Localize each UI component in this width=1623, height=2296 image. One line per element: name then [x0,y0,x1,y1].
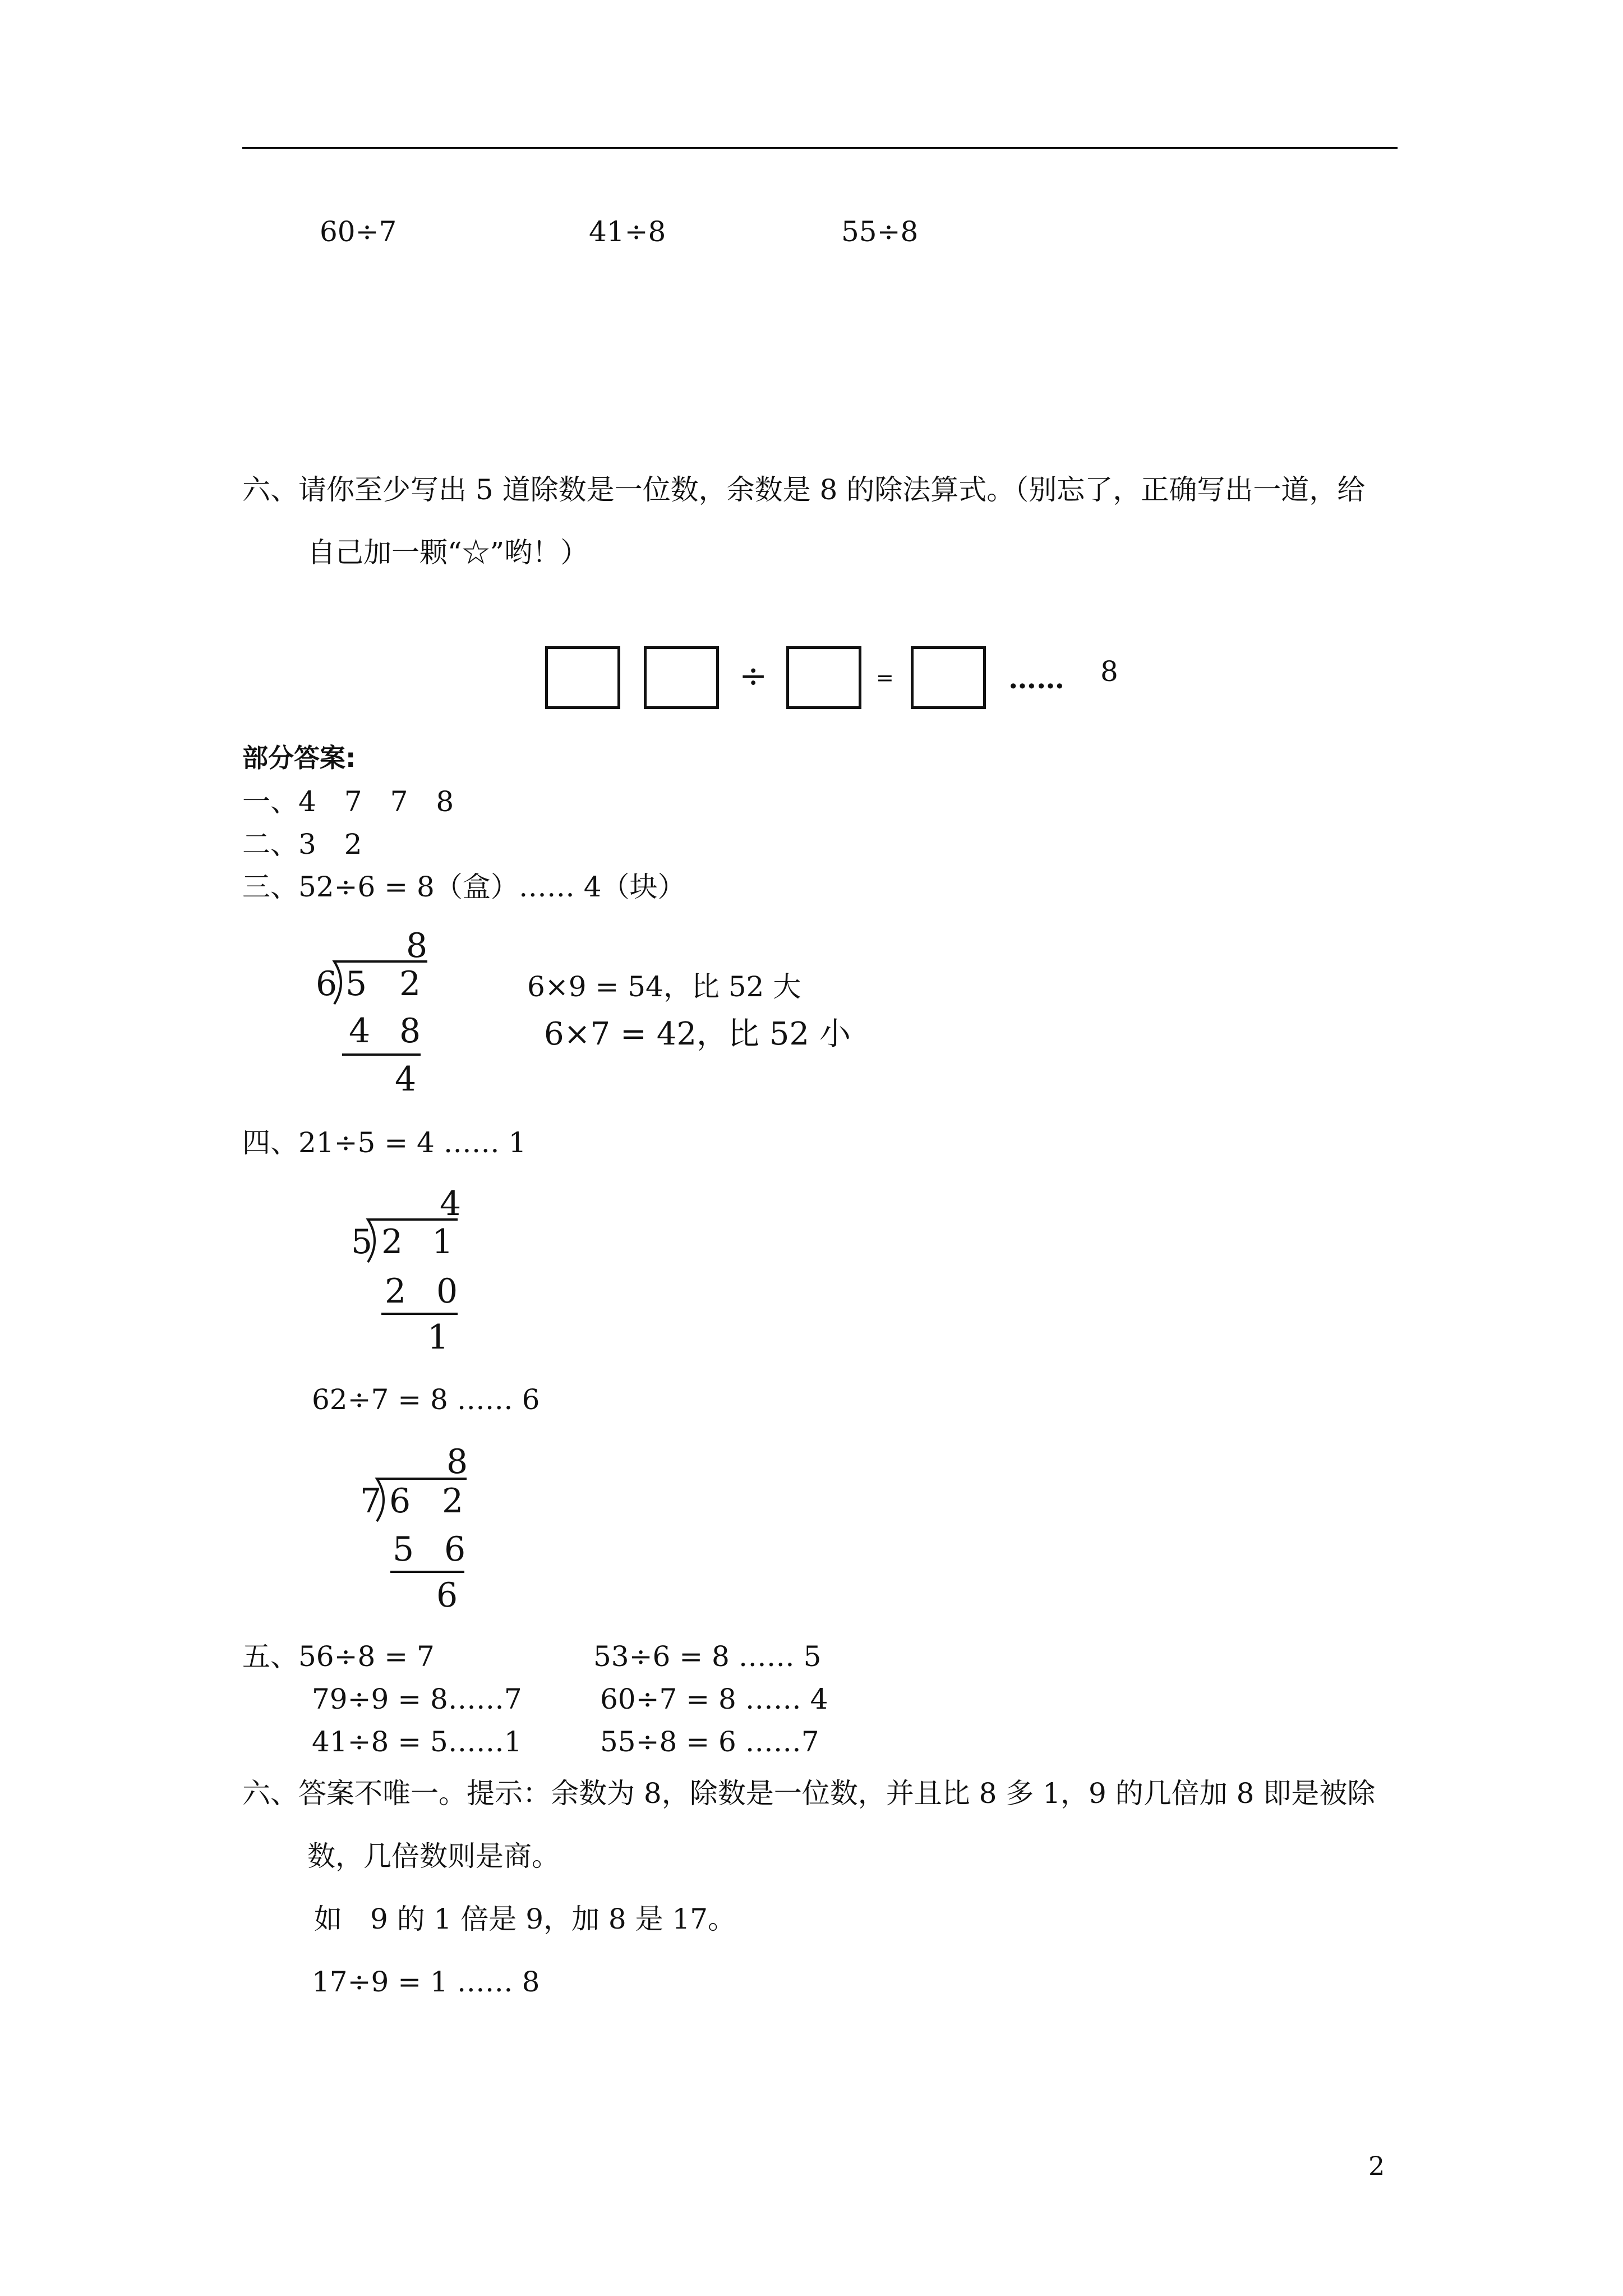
answer-2: 二、3 2 [242,828,362,861]
remainder-digit: 6 [436,1576,458,1615]
answer-box-ones[interactable] [644,646,719,709]
subtraction-line [342,1053,421,1056]
dividend-digit: 6 [389,1481,411,1521]
product-digit: 8 [399,1011,421,1051]
given-remainder: 8 [1100,655,1118,688]
answer-3-note-2: 6×7 = 42，比 52 小 [544,1016,851,1052]
remainder-digit: 1 [427,1318,449,1357]
answer-5-item: 41÷8 = 5……1 [312,1726,522,1758]
answer-6-line1: 六、答案不唯一。提示：余数为 8，除数是一位数，并且比 8 多 1，9 的几倍加 8 即是被除 [242,1777,1376,1810]
subtraction-line [390,1571,464,1573]
answer-1: 一、4 7 7 8 [242,785,454,818]
dividend-digit: 5 [345,964,367,1004]
product-digit: 2 [385,1272,407,1311]
quotient: 8 [406,926,428,965]
answer-box-quotient[interactable] [911,646,986,709]
answer-6-example: 如 9 的 1 倍是 9，加 8 是 17。 [314,1903,736,1935]
dividend-digit: 2 [399,964,421,1004]
answer-6-equation: 17÷9 = 1 …… 8 [312,1966,540,1998]
product-digit: 0 [436,1272,458,1311]
remainder-digit: 4 [395,1060,417,1099]
answers-heading: 部分答案: [242,743,356,773]
quotient: 4 [440,1184,462,1223]
answer-box-divisor[interactable] [786,646,861,709]
dividend-digit: 2 [381,1222,403,1262]
answer-5-item: 五、56÷8 = 7 [242,1640,435,1673]
subtraction-line [381,1313,458,1315]
product-digit: 4 [349,1011,371,1051]
answer-5-item: 79÷9 = 8……7 [312,1683,522,1715]
question-6-line2: 自己加一颗“☆”哟！） [307,536,589,569]
division-sign: ÷ [739,656,768,696]
answer-3: 三、52÷6 = 8（盒）…… 4（块） [242,871,686,903]
ellipsis: …… [1008,662,1064,695]
answer-5-item: 60÷7 = 8 …… 4 [600,1683,828,1715]
exercise-item: 41÷8 [589,215,666,248]
exercise-item: 60÷7 [320,215,397,248]
question-6-line1: 六、请你至少写出 5 道除数是一位数，余数是 8 的除法算式。（别忘了，正确写出一道，给 [242,473,1366,506]
dividend-digit: 1 [432,1222,454,1262]
answer-4-second: 62÷7 = 8 …… 6 [312,1383,540,1416]
exercise-item: 55÷8 [841,215,919,248]
answer-5-item: 53÷6 = 8 …… 5 [593,1640,822,1673]
dividend-digit: 2 [442,1481,464,1521]
answer-5-item: 55÷8 = 6 ……7 [600,1726,819,1758]
answer-3-note-1: 6×9 = 54，比 52 大 [527,970,801,1003]
divisor: 7 [360,1481,382,1521]
product-digit: 5 [393,1530,414,1569]
quotient: 8 [446,1442,468,1481]
answer-box-tens[interactable] [545,646,620,709]
divisor: 5 [351,1222,373,1262]
page-number: 2 [1368,2151,1385,2181]
product-digit: 6 [444,1530,466,1569]
equals-sign: = [876,665,894,690]
answer-4: 四、21÷5 = 4 …… 1 [242,1126,527,1159]
divisor: 6 [316,964,338,1004]
header-rule [242,147,1398,149]
answer-6-line2: 数，几倍数则是商。 [307,1840,560,1872]
